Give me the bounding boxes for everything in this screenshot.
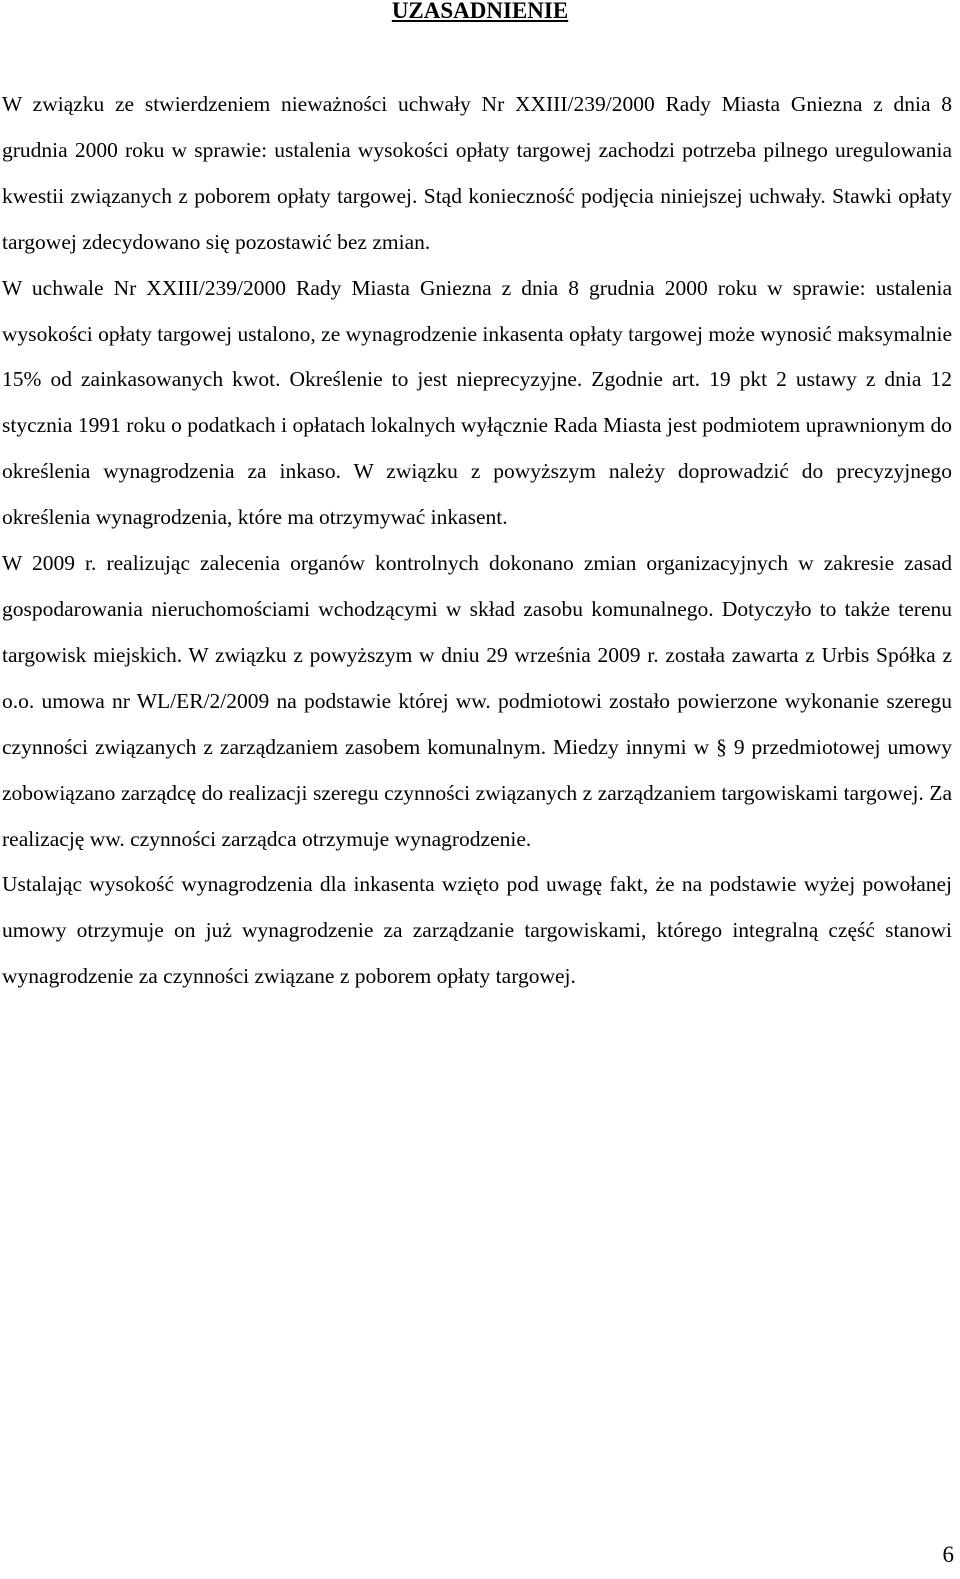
- page-number: 6: [942, 1542, 954, 1567]
- paragraph-1: W związku ze stwierdzeniem nieważności uchwały Nr XXIII/239/2000 Rady Miasta Gniezna z dnia 8 grudnia 2000 roku w sprawie: ustalenia wysokości opłaty targowej zachodzi potrzeba pilnego uregulowania kwestii związanych z poborem opłaty targowej. Stąd konieczność podjęcia niniejszej uchwały. Stawki opłaty targowej zdecydowano się pozostawić bez zmian.: [2, 92, 952, 254]
- document-title: UZASADNIENIE: [391, 0, 569, 23]
- paragraph-3: W 2009 r. realizując zalecenia organów kontrolnych dokonano zmian organizacyjnych w zakresie zasad gospodarowania nieruchomościami wchodzącymi w skład zasobu komunalnego. Dotyczyło to także terenu targowisk miejskich. W związku z powyższym w dniu 29 września 2009 r. została zawarta z Urbis Spółka z o.o. umowa nr WL/ER/2/2009 na podstawie której ww. podmiotowi zostało powierzone wykonanie szeregu czynności związanych z zarządzaniem zasobem komunalnym. Miedzy innymi w § 9 przedmiotowej umowy zobowiązano zarządcę do realizacji szeregu czynności związanych z zarządzaniem targowiskami targowej. Za realizację ww. czynności zarządca otrzymuje wynagrodzenie.: [2, 551, 952, 851]
- paragraph-2: W uchwale Nr XXIII/239/2000 Rady Miasta Gniezna z dnia 8 grudnia 2000 roku w sprawie: ustalenia wysokości opłaty targowej ustalono, ze wynagrodzenie inkasenta opłaty targowej może wynosić maksymalnie 15% od zainkasowanych kwot. Określenie to jest nieprecyzyjne. Zgodnie art. 19 pkt 2 ustawy z dnia 12 stycznia 1991 roku o podatkach i opłatach lokalnych wyłącznie Rada Miasta jest podmiotem uprawnionym do określenia wynagrodzenia za inkaso. W związku z powyższym należy doprowadzić do precyzyjnego określenia wynagrodzenia, które ma otrzymywać inkasent.: [2, 275, 952, 530]
- paragraph-4: Ustalając wysokość wynagrodzenia dla inkasenta wzięto pod uwagę fakt, że na podstawie wyżej powołanej umowy otrzymuje on już wynagrodzenie za zarządzanie targowiskami, którego integralną część stanowi wynagrodzenie za czynności związane z poborem opłaty targowej.: [2, 872, 952, 989]
- document-body: [2, 82, 952, 1000]
